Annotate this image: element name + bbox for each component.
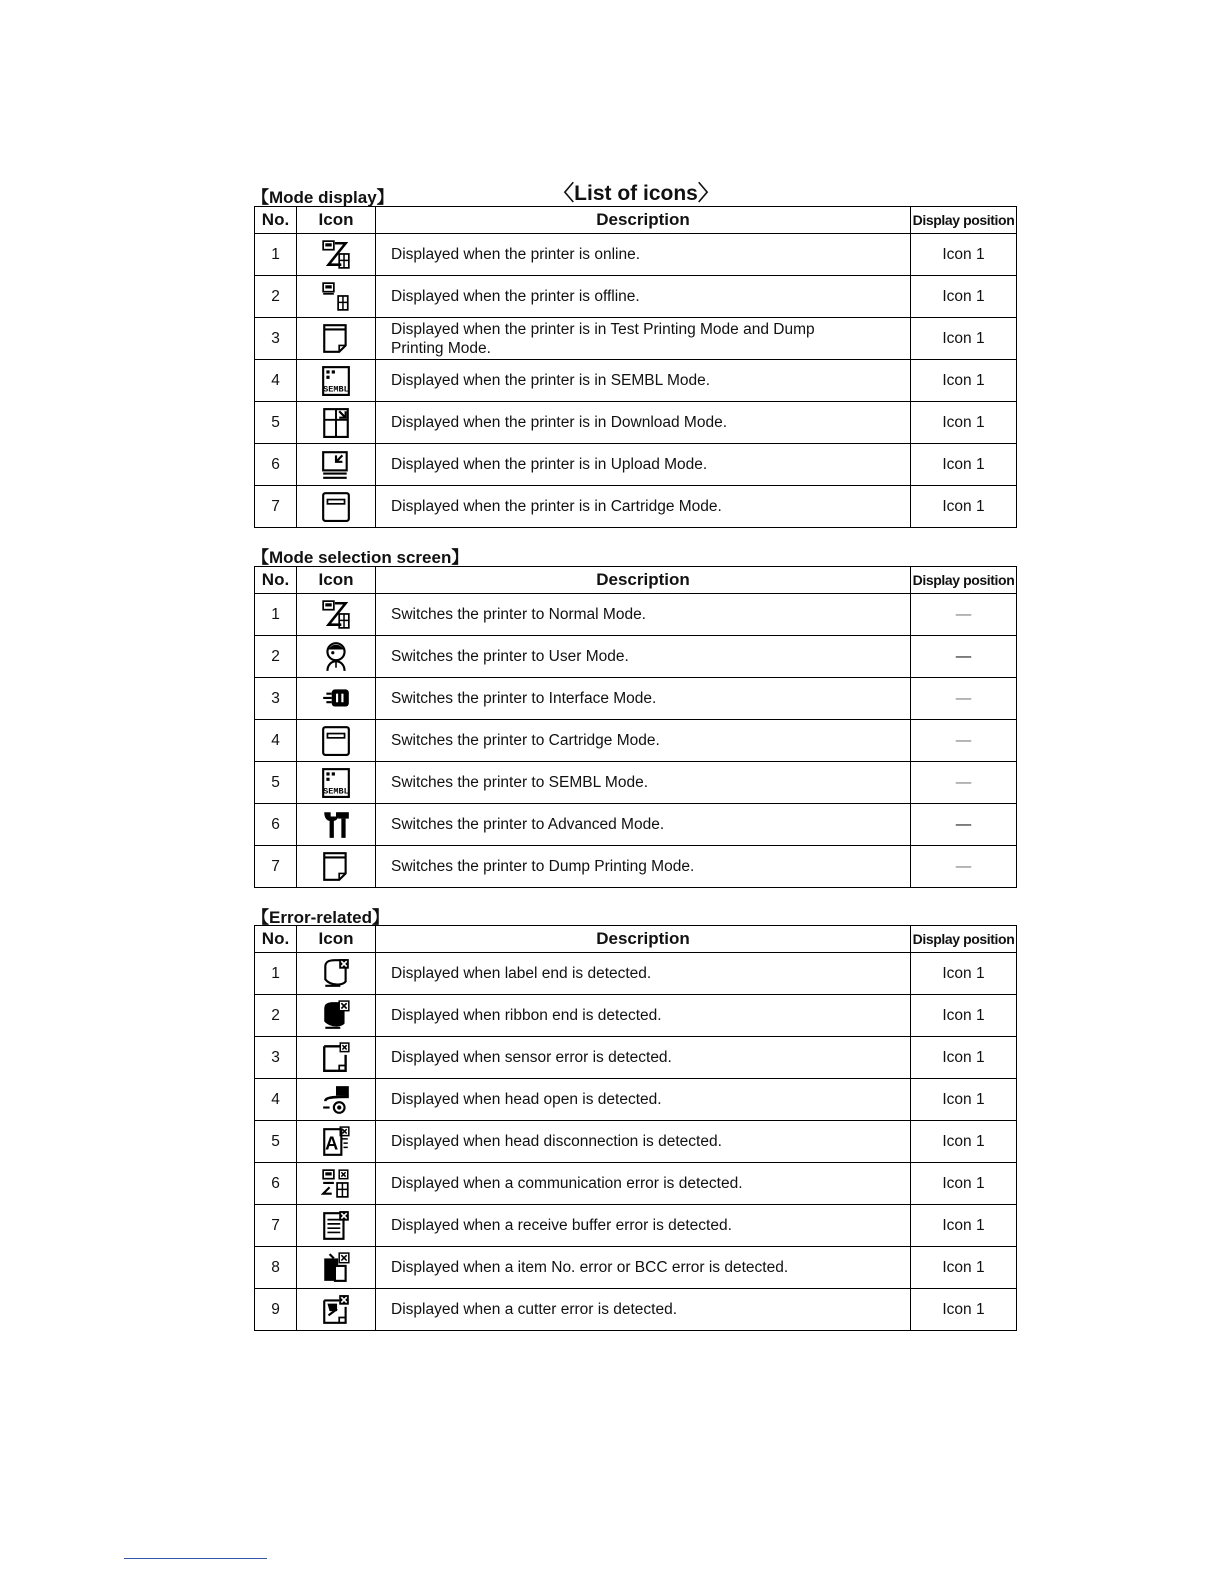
row-description: Switches the printer to Dump Printing Mode. <box>376 846 911 888</box>
row-number: 7 <box>255 846 297 888</box>
row-icon-cell <box>297 1205 376 1247</box>
row-display-position: Icon 1 <box>911 276 1017 318</box>
row-description: Displayed when ribbon end is detected. <box>376 995 911 1037</box>
icon-table-mode-display <box>254 206 1017 528</box>
head-disconnect-icon <box>321 1126 351 1157</box>
row-icon-cell <box>297 486 376 528</box>
row-description: Displayed when the printer is in Test Printing Mode and Dump Printing Mode. <box>376 318 911 360</box>
buffer-error-icon <box>321 1210 351 1241</box>
item-error-icon <box>321 1252 351 1283</box>
row-description: Displayed when the printer is in SEMBL Mode. <box>376 360 911 402</box>
comm-error-icon <box>321 1168 351 1199</box>
row-icon-cell <box>297 953 376 995</box>
row-number: 5 <box>255 762 297 804</box>
table-row <box>255 636 1017 678</box>
head-open-icon <box>321 1084 351 1115</box>
cartridge-icon <box>321 725 351 756</box>
row-display-position: — <box>911 636 1017 678</box>
row-display-position: — <box>911 678 1017 720</box>
section-label-mode-selection: 【Mode selection screen】 <box>252 548 469 567</box>
cutter-error-icon <box>321 1294 351 1325</box>
header-no: No. <box>255 926 297 953</box>
header-row <box>255 207 1017 234</box>
row-icon-cell <box>297 995 376 1037</box>
table-row <box>255 1163 1017 1205</box>
row-display-position: Icon 1 <box>911 486 1017 528</box>
row-icon-cell <box>297 402 376 444</box>
row-display-position: — <box>911 720 1017 762</box>
svg-text:SEMBL: SEMBL <box>323 384 349 395</box>
row-number: 2 <box>255 636 297 678</box>
row-description: Switches the printer to Normal Mode. <box>376 594 911 636</box>
table-row <box>255 360 1017 402</box>
row-number: 8 <box>255 1247 297 1289</box>
table-row <box>255 846 1017 888</box>
table-row <box>255 1247 1017 1289</box>
header-row <box>255 926 1017 953</box>
table-row <box>255 402 1017 444</box>
row-description: Displayed when the printer is in Download Mode. <box>376 402 911 444</box>
row-number: 6 <box>255 804 297 846</box>
row-number: 3 <box>255 1037 297 1079</box>
row-number: 6 <box>255 444 297 486</box>
header-description: Description <box>376 207 911 234</box>
row-number: 6 <box>255 1163 297 1205</box>
header-icon: Icon <box>297 567 376 594</box>
row-display-position: Icon 1 <box>911 1121 1017 1163</box>
section-label-error-related: 【Error-related】 <box>252 908 389 927</box>
header-icon: Icon <box>297 207 376 234</box>
label-end-icon <box>321 958 351 989</box>
row-number: 2 <box>255 276 297 318</box>
row-number: 9 <box>255 1289 297 1331</box>
table-row <box>255 1121 1017 1163</box>
row-description: Displayed when head disconnection is detected. <box>376 1121 911 1163</box>
sensor-error-icon <box>321 1042 351 1073</box>
test-print-icon <box>321 851 351 882</box>
table-row <box>255 953 1017 995</box>
row-icon-cell <box>297 1079 376 1121</box>
row-display-position: Icon 1 <box>911 360 1017 402</box>
row-icon-cell <box>297 1247 376 1289</box>
test-print-icon <box>321 323 351 354</box>
header-position: Display position <box>911 926 1017 953</box>
row-number: 4 <box>255 720 297 762</box>
row-display-position: Icon 1 <box>911 402 1017 444</box>
row-icon-cell <box>297 360 376 402</box>
row-display-position: Icon 1 <box>911 1247 1017 1289</box>
upload-icon <box>321 449 351 480</box>
row-description: Displayed when the printer is in Upload Mode. <box>376 444 911 486</box>
row-icon-cell <box>297 762 376 804</box>
row-icon-cell <box>297 1163 376 1205</box>
row-description: Switches the printer to Advanced Mode. <box>376 804 911 846</box>
row-display-position: — <box>911 804 1017 846</box>
download-icon <box>321 407 351 438</box>
row-number: 5 <box>255 1121 297 1163</box>
interface-icon <box>321 683 351 714</box>
row-icon-cell <box>297 234 376 276</box>
table-row <box>255 762 1017 804</box>
sembl-icon <box>321 365 351 396</box>
row-display-position: Icon 1 <box>911 444 1017 486</box>
row-display-position: Icon 1 <box>911 953 1017 995</box>
table-row <box>255 1037 1017 1079</box>
row-description: Displayed when the printer is in Cartridge Mode. <box>376 486 911 528</box>
row-description: Displayed when head open is detected. <box>376 1079 911 1121</box>
header-position: Display position <box>911 207 1017 234</box>
online-icon <box>321 599 351 630</box>
online-icon <box>321 239 351 270</box>
row-number: 1 <box>255 953 297 995</box>
table-row <box>255 1205 1017 1247</box>
row-number: 7 <box>255 486 297 528</box>
row-description: Switches the printer to User Mode. <box>376 636 911 678</box>
header-position: Display position <box>911 567 1017 594</box>
row-number: 3 <box>255 318 297 360</box>
row-icon-cell <box>297 594 376 636</box>
row-icon-cell <box>297 804 376 846</box>
row-number: 1 <box>255 234 297 276</box>
table-row <box>255 276 1017 318</box>
row-number: 4 <box>255 360 297 402</box>
sembl-icon <box>321 767 351 798</box>
tools-icon <box>321 809 351 840</box>
row-description: Switches the printer to Cartridge Mode. <box>376 720 911 762</box>
table-row <box>255 444 1017 486</box>
row-icon-cell <box>297 846 376 888</box>
row-display-position: Icon 1 <box>911 1205 1017 1247</box>
row-icon-cell <box>297 636 376 678</box>
cartridge-icon <box>321 491 351 522</box>
row-icon-cell <box>297 1121 376 1163</box>
offline-icon <box>321 281 351 312</box>
section-label-mode-display: 【Mode display】 <box>252 188 394 207</box>
row-number: 5 <box>255 402 297 444</box>
row-description: Displayed when the printer is offline. <box>376 276 911 318</box>
row-description: Displayed when a item No. error or BCC error is detected. <box>376 1247 911 1289</box>
row-description: Displayed when sensor error is detected. <box>376 1037 911 1079</box>
ribbon-end-icon <box>321 1000 351 1031</box>
header-description: Description <box>376 926 911 953</box>
row-description: Displayed when a communication error is detected. <box>376 1163 911 1205</box>
header-no: No. <box>255 567 297 594</box>
row-display-position: — <box>911 846 1017 888</box>
user-icon <box>321 641 351 672</box>
row-description: Switches the printer to Interface Mode. <box>376 678 911 720</box>
table-row <box>255 720 1017 762</box>
table-row <box>255 318 1017 360</box>
row-number: 1 <box>255 594 297 636</box>
row-description: Displayed when label end is detected. <box>376 953 911 995</box>
header-icon: Icon <box>297 926 376 953</box>
header-row <box>255 567 1017 594</box>
table-row <box>255 995 1017 1037</box>
row-icon-cell <box>297 318 376 360</box>
row-number: 2 <box>255 995 297 1037</box>
row-icon-cell <box>297 1289 376 1331</box>
row-icon-cell <box>297 444 376 486</box>
icon-table-mode-selection <box>254 566 1017 888</box>
row-description: Displayed when a cutter error is detected. <box>376 1289 911 1331</box>
row-number: 7 <box>255 1205 297 1247</box>
footer-rule <box>124 1558 267 1559</box>
table-row <box>255 1079 1017 1121</box>
row-display-position: Icon 1 <box>911 1079 1017 1121</box>
row-description: Switches the printer to SEMBL Mode. <box>376 762 911 804</box>
row-description: Displayed when the printer is online. <box>376 234 911 276</box>
row-display-position: — <box>911 594 1017 636</box>
row-display-position: Icon 1 <box>911 234 1017 276</box>
table-row <box>255 234 1017 276</box>
row-display-position: Icon 1 <box>911 318 1017 360</box>
row-number: 4 <box>255 1079 297 1121</box>
row-description: Displayed when a receive buffer error is detected. <box>376 1205 911 1247</box>
row-display-position: Icon 1 <box>911 1163 1017 1205</box>
svg-text:SEMBL: SEMBL <box>323 786 349 797</box>
table-row <box>255 1289 1017 1331</box>
header-description: Description <box>376 567 911 594</box>
row-icon-cell <box>297 678 376 720</box>
row-number: 3 <box>255 678 297 720</box>
row-icon-cell <box>297 276 376 318</box>
row-display-position: Icon 1 <box>911 1289 1017 1331</box>
row-icon-cell <box>297 720 376 762</box>
row-display-position: — <box>911 762 1017 804</box>
svg-text:A: A <box>325 1133 339 1154</box>
table-row <box>255 678 1017 720</box>
header-no: No. <box>255 207 297 234</box>
table-row <box>255 804 1017 846</box>
table-row <box>255 594 1017 636</box>
page-title: 〈List of icons〉 <box>553 182 719 205</box>
row-display-position: Icon 1 <box>911 995 1017 1037</box>
icon-table-error-related <box>254 925 1017 1331</box>
table-row <box>255 486 1017 528</box>
row-icon-cell <box>297 1037 376 1079</box>
row-display-position: Icon 1 <box>911 1037 1017 1079</box>
